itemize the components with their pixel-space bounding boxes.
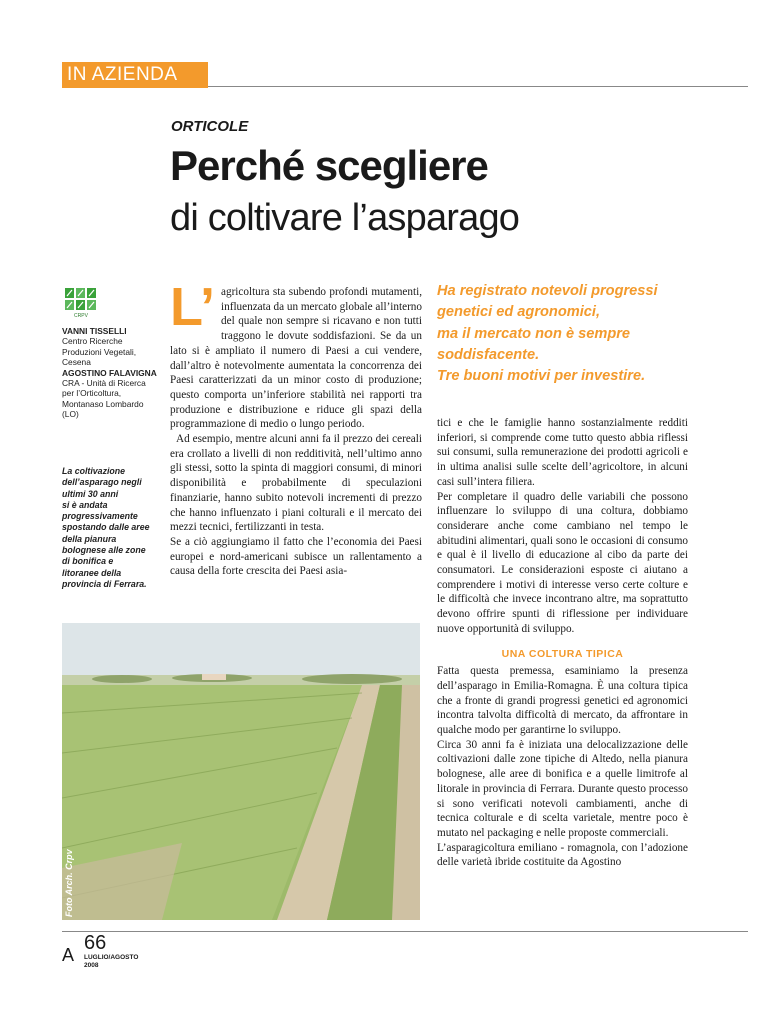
author-affiliation: Montanaso Lombardo (LO) [62,398,144,420]
asparagus-field-photo [62,623,420,920]
pull-quote-line: Ha registrato notevoli progressi [437,283,658,299]
pull-quote-line: soddisfacente. [437,346,540,363]
article-subtitle: di coltivare l’asparago [170,197,520,239]
body-paragraph: Ad esempio, mentre alcuni anni fa il prezzo dei cereali era crollato a livelli di non redditività, nell’ultimo anno gli stessi, sotto la spinta di maggiori consumi, di minori disponibilità e probabilmente di speculazioni finanziarie, hanno subito notevoli incrementi di prezzo che hanno influenzato i piani colturali e il mercato dei mezzi tecnici, fertilizzanti in testa. [170,433,422,534]
caption-line: dell’asparago negli [62,477,142,488]
section-tag: IN AZIENDA [62,62,208,88]
body-paragraph: Circa 30 anni fa è iniziata una delocalizzazione delle coltivazioni dalle zone tipiche di Altedo, nella pianura bolognese, alle aree di bonifica e a quelle limitrofe al litorale in provincia di Ferrara. Durante questo processo si sono verificati notevoli cambiamenti, anche di tecnica colturale e di scelta varietale, mentre poco è mutato nel packaging e nelle proposte commerciali. [437,738,688,839]
author-affiliation: Produzioni Vegetali, [62,346,137,357]
body-column-middle [170,277,422,579]
caption-line: bolognese alle zone [62,545,146,556]
crpv-logo [64,288,98,318]
logo-text: CRPV [74,313,88,318]
author-name: AGOSTINO FALAVIGNA [62,367,157,378]
pull-quote-line: ma il mercato non è sempre [437,325,631,342]
magazine-logo: A [62,945,75,965]
body-paragraph: Se a ciò aggiungiamo il fatto che l’economia dei Paesi europei e nord-americani subisce un rallentamento a causa della forte crescita dei Paesi asia- [170,535,422,578]
issue-date [84,954,138,970]
photo-caption [62,466,162,590]
article-kicker: ORTICOLE [171,118,249,135]
pull-quote-line: genetici ed agronomici, [437,304,600,321]
author-name: VANNI TISSELLI [62,326,127,336]
body-paragraph: Fatta questa premessa, esaminiamo la presenza dell’asparago in Emilia-Romagna. È una coltura tipica che a fronte di grandi progressi genetici ed agronomici incontra talvolta difficoltà di mercato, da affrontare in qualche modo per garantirne lo sviluppo. [437,665,688,737]
section-subheading: UNA COLTURA TIPICA [501,647,624,660]
authors-block [62,326,162,420]
caption-line: si è andata [62,499,108,510]
field-illustration [62,623,420,920]
caption-line: ultimi 30 anni [62,488,119,499]
caption-line: litoranee della [62,567,122,578]
author-affiliation: CRA - Unità di Ricerca [62,378,146,389]
caption-line: provincia di Ferrara. [62,578,147,589]
issue-year: 2008 [84,962,99,969]
caption-line: La coltivazione [62,466,126,476]
body-paragraph: L’asparagicoltura emiliano - romagnola, con l’adozione delle varietà ibride costituite da Agostino [437,841,688,869]
author-affiliation: per l’Orticoltura, [62,388,122,399]
section-rule [208,86,748,87]
body-column-right [437,416,688,870]
author-affiliation: Centro Ricerche [62,336,123,347]
article-title: Perché scegliere [170,142,488,189]
caption-line: di bonifica e [62,556,114,567]
issue-month: LUGLIO/AGOSTO [84,954,139,961]
pull-quote-line: Tre buoni motivi per investire. [437,368,646,385]
dropcap: L’ [170,277,216,337]
caption-line: spostando dalle aree [62,522,150,533]
caption-line: della pianura [62,533,117,544]
body-paragraph: tici e che le famiglie hanno sostanzialmente redditi inferiori, si comprende come tutto questo abbia riflessi sui consumi, sulla remunerazione dei prodotti agricoli e in ultima analisi sulle scelte dell’agricoltore, in alcuni casi sull’intera filiera. [437,417,688,488]
author-affiliation: Cesena [62,357,91,368]
page-number: 66 [84,932,107,954]
pull-quote [437,281,707,387]
photo-credit: Foto Arch. Crpv [64,849,74,917]
body-paragraph: Per completare il quadro delle variabili che possono influenzare lo sviluppo di una coltura, dobbiamo considerare anche come cambiano nel tempo le abitudini alimentari, quali sono le occasioni di consumo e qual è il livello di educazione al cibo da parte dei consumatori. Le considerazioni esposte ci aiutano a comprendere i motivi di interesse verso certe colture e le difficoltà che invece incontrano altre, ma soprattutto devono offrire spunti di riflessione per individuare nuove opportunità di sviluppo. [437,490,688,635]
caption-line: progressivamente [62,511,138,522]
footer-rule [62,931,748,932]
body-paragraph: agricoltura sta subendo profondi mutamenti, influenzata da un mercato globale all’interno del quale non sempre si ricavano e non tutti traggono le dovute soddisfazioni. Se da un lato si è ampliato il numero di Paesi a cui vendere, dall’altro è notevolmente aumentata la concorrenza dei Paesi caratterizzati da un minor costo di produzione; questo comporta un’inferiore stabilità nei rapporti tra produzione e distribuzione e riduce gli spazi della programmazione di medio o lungo periodo. [170,286,422,431]
